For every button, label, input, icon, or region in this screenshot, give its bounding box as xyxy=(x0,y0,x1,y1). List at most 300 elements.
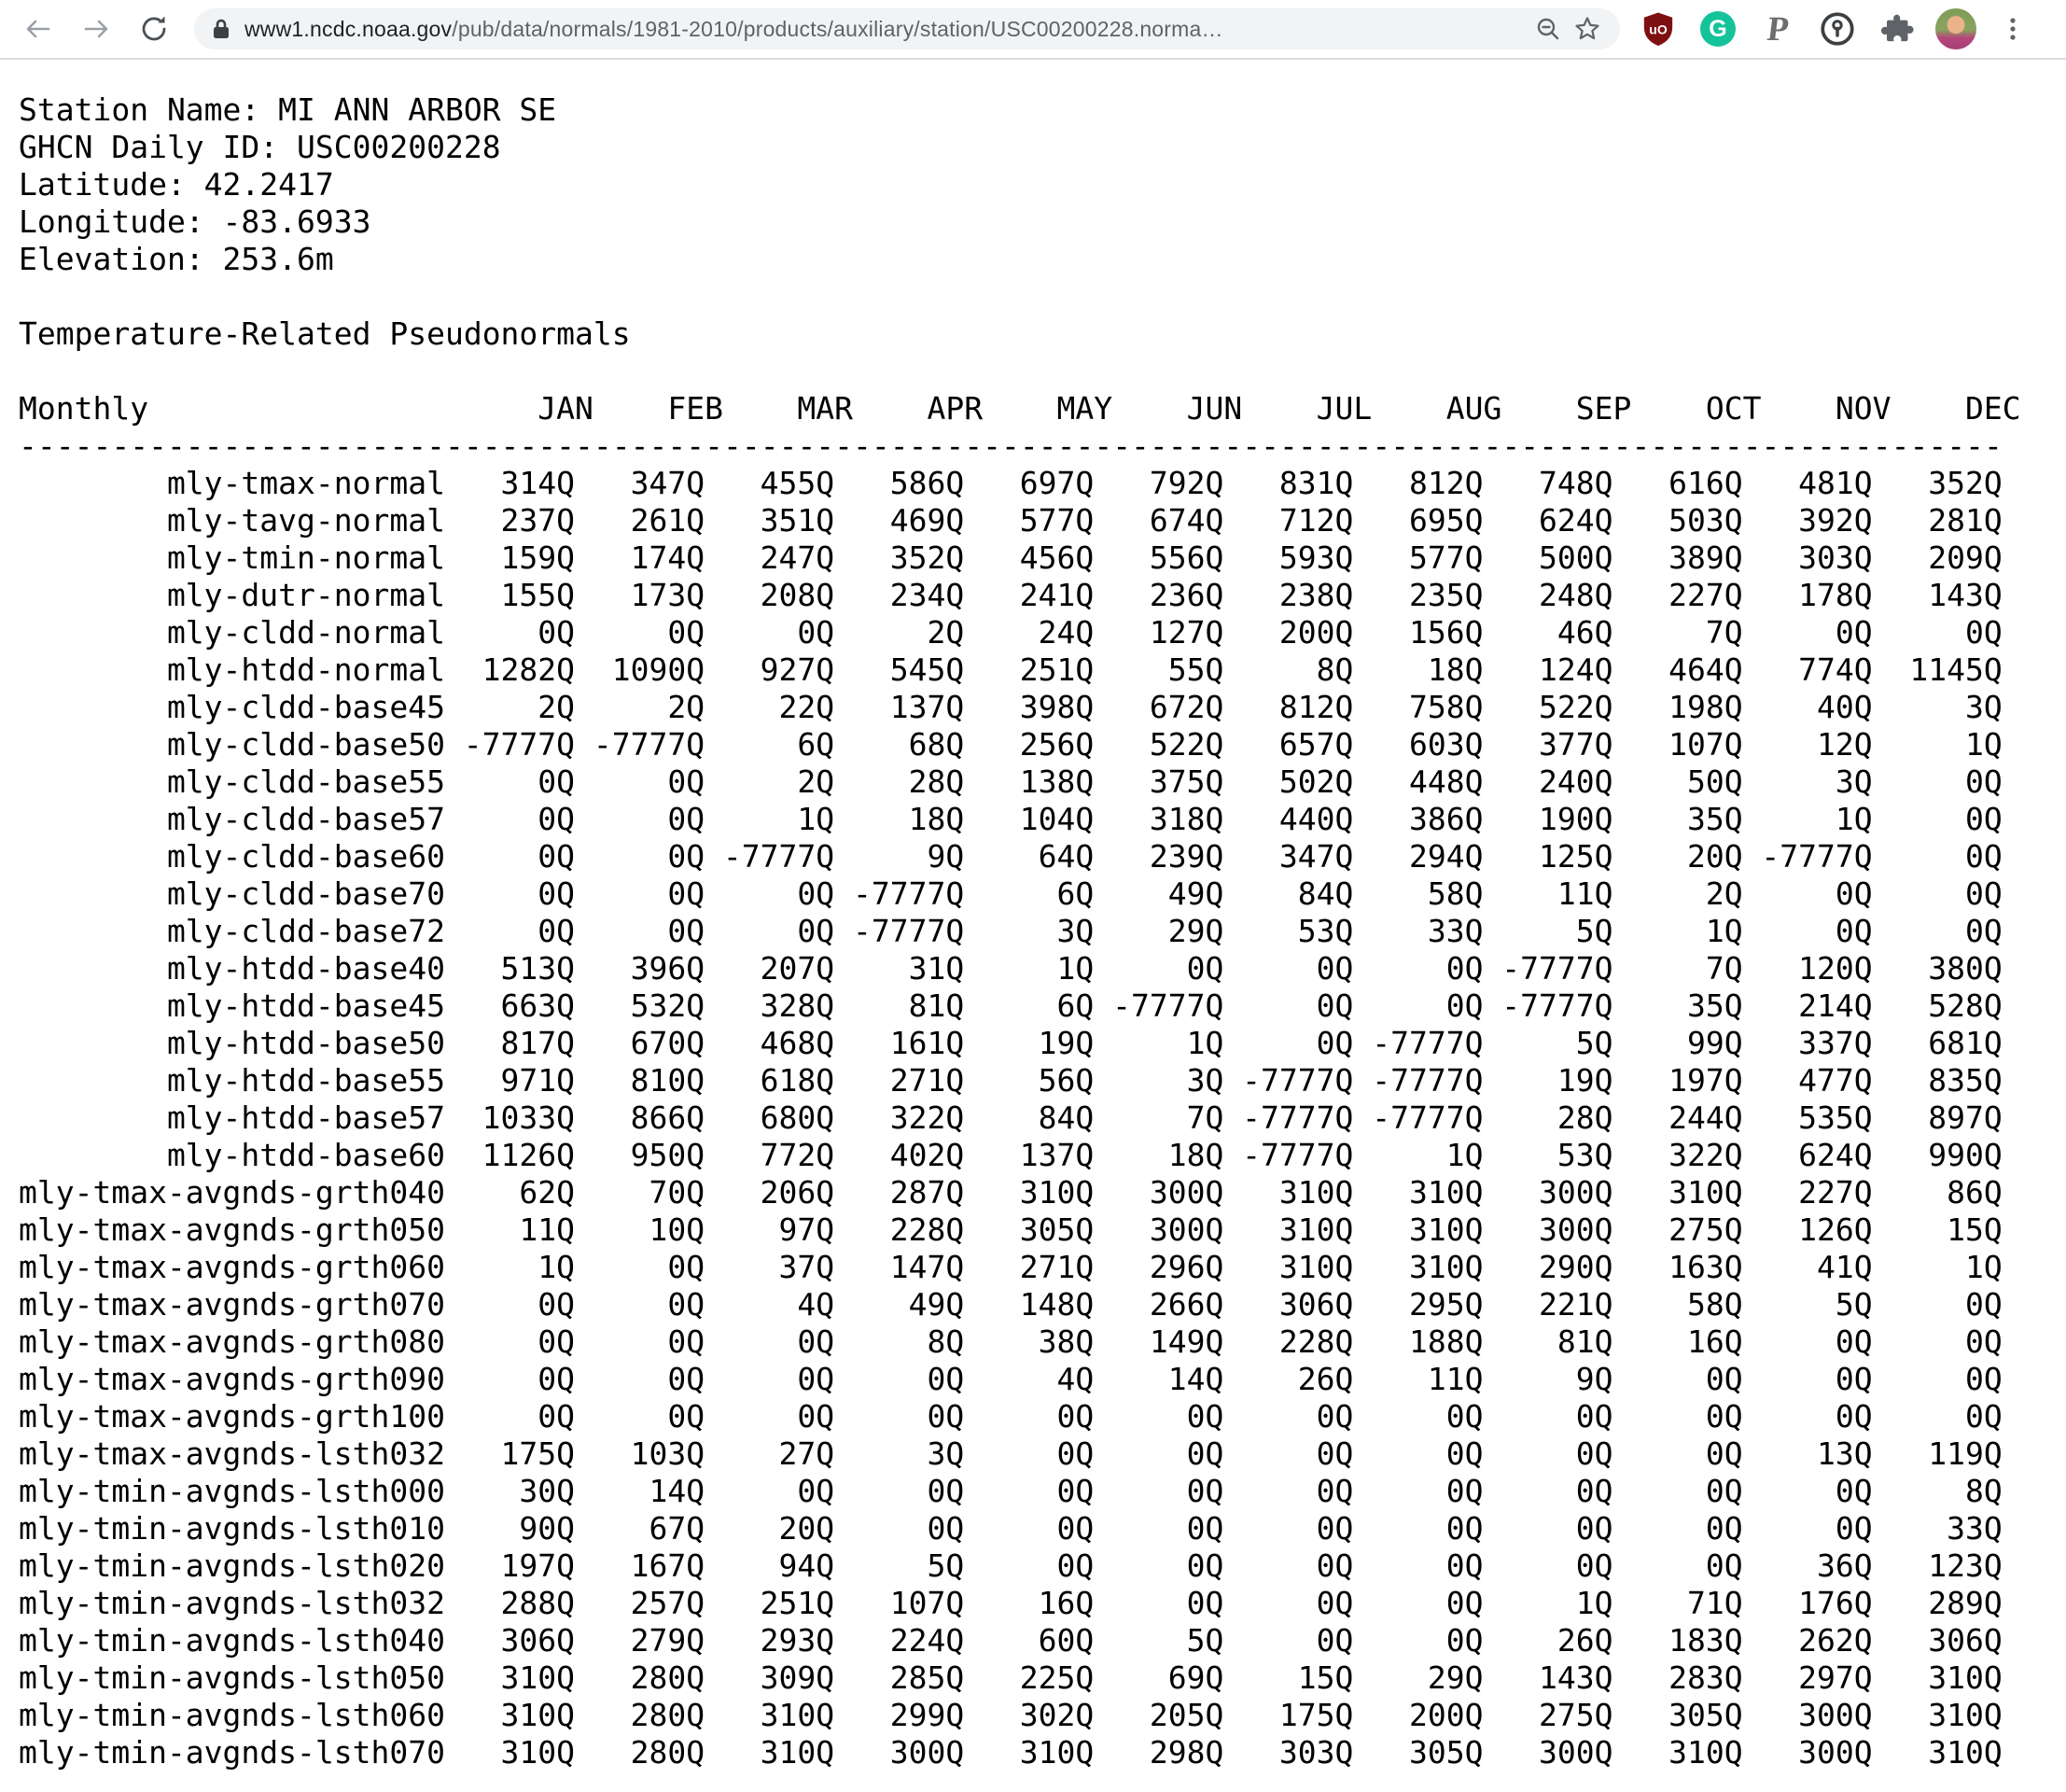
cell-value: 0Q xyxy=(667,1361,705,1397)
cell-value: 831Q xyxy=(1278,465,1354,501)
cell-value: 0Q xyxy=(1575,1473,1613,1509)
onepassword-extension-icon[interactable] xyxy=(1816,7,1859,50)
cell-value: 236Q xyxy=(1149,577,1224,613)
cell-value: 0Q xyxy=(1705,1435,1743,1472)
cell-value: 532Q xyxy=(630,987,705,1024)
cell-value: 774Q xyxy=(1798,651,1873,688)
row-label: mly-cldd-base50 xyxy=(166,726,445,763)
cell-value: 155Q xyxy=(500,577,576,613)
table-row xyxy=(19,987,2066,1025)
row-label: mly-tmin-avgnds-lsth050 xyxy=(19,1659,445,1696)
cell-value: 0Q xyxy=(667,1286,705,1323)
cell-value: 556Q xyxy=(1149,539,1224,576)
cell-value: 352Q xyxy=(889,539,965,576)
cell-value: 306Q xyxy=(1278,1286,1354,1323)
cell-value: 0Q xyxy=(1186,950,1224,987)
cell-value: 97Q xyxy=(778,1211,835,1248)
cell-value: 305Q xyxy=(1668,1697,1743,1733)
cell-value: 812Q xyxy=(1408,465,1484,501)
cell-value: 0Q xyxy=(1964,875,2003,912)
cell-value: 50Q xyxy=(1686,763,1743,800)
cell-value: 481Q xyxy=(1798,465,1873,501)
cell-value: 310Q xyxy=(1928,1697,2003,1733)
cell-value: 123Q xyxy=(1928,1547,2003,1584)
cell-value: 143Q xyxy=(1928,577,2003,613)
cell-value: 290Q xyxy=(1539,1249,1613,1285)
reload-button[interactable] xyxy=(125,7,183,51)
cell-value: 1Q xyxy=(1964,1249,2003,1285)
cell-value: 1Q xyxy=(1964,726,2003,763)
cell-value: 0Q xyxy=(1835,1473,1873,1509)
cell-value: 2Q xyxy=(927,614,965,651)
cell-value: 53Q xyxy=(1297,913,1354,949)
back-arrow-icon xyxy=(22,13,54,45)
cell-value: 237Q xyxy=(500,502,576,539)
zoom-out-icon[interactable] xyxy=(1529,9,1568,49)
cell-value: 0Q xyxy=(1445,1435,1484,1472)
cell-value: 0Q xyxy=(667,1323,705,1360)
cell-value: -7777Q xyxy=(463,726,576,763)
cell-value: 0Q xyxy=(1445,1585,1484,1621)
cell-value: 49Q xyxy=(1167,875,1224,912)
cell-value: 18Q xyxy=(908,801,965,837)
cell-value: 310Q xyxy=(1668,1174,1743,1211)
cell-value: 41Q xyxy=(1817,1249,1873,1285)
cell-value: 396Q xyxy=(630,950,705,987)
row-label: mly-tavg-normal xyxy=(166,502,445,539)
cell-value: 256Q xyxy=(1019,726,1095,763)
cell-value: 0Q xyxy=(537,838,576,875)
cell-value: 13Q xyxy=(1817,1435,1873,1472)
cell-value: 3Q xyxy=(1835,763,1873,800)
cell-value: 1145Q xyxy=(1909,651,2003,688)
cell-value: 535Q xyxy=(1798,1099,1873,1136)
cell-value: 577Q xyxy=(1019,502,1095,539)
cell-value: 817Q xyxy=(500,1025,576,1061)
table-row xyxy=(19,1286,2066,1323)
cell-value: 1090Q xyxy=(611,651,705,688)
cell-value: 0Q xyxy=(1316,1473,1354,1509)
cell-value: 7Q xyxy=(1186,1099,1224,1136)
cell-value: 279Q xyxy=(630,1622,705,1659)
cell-value: 16Q xyxy=(1038,1585,1095,1621)
cell-value: 300Q xyxy=(1539,1211,1613,1248)
cell-value: 469Q xyxy=(889,502,965,539)
row-label: mly-tmax-normal xyxy=(166,465,445,501)
cell-value: 351Q xyxy=(760,502,835,539)
cell-value: 163Q xyxy=(1668,1249,1743,1285)
cell-value: 2Q xyxy=(1705,875,1743,912)
row-label: mly-htdd-base40 xyxy=(166,950,445,987)
cell-value: 455Q xyxy=(760,465,835,501)
cell-value: 205Q xyxy=(1149,1697,1224,1733)
cell-value: 200Q xyxy=(1408,1697,1484,1733)
cell-value: 6Q xyxy=(1056,875,1095,912)
table-row xyxy=(19,1398,2066,1435)
cell-value: 197Q xyxy=(1668,1062,1743,1099)
cell-value: 5Q xyxy=(1575,1025,1613,1061)
cell-value: 300Q xyxy=(1149,1211,1224,1248)
cell-value: 577Q xyxy=(1408,539,1484,576)
table-row xyxy=(19,1323,2066,1361)
table-row xyxy=(19,1099,2066,1137)
back-button[interactable] xyxy=(9,7,67,51)
cell-value: 240Q xyxy=(1539,763,1613,800)
cell-value: 206Q xyxy=(760,1174,835,1211)
cell-value: 29Q xyxy=(1427,1659,1484,1696)
row-label: mly-tmax-avgnds-lsth032 xyxy=(19,1435,445,1472)
cell-value: 0Q xyxy=(1445,987,1484,1024)
cell-value: 55Q xyxy=(1167,651,1224,688)
cell-value: 18Q xyxy=(1167,1137,1224,1173)
blank-line xyxy=(19,278,2066,315)
month-header: SEP xyxy=(1575,390,1632,427)
cell-value: 897Q xyxy=(1928,1099,2003,1136)
cell-value: 380Q xyxy=(1928,950,2003,987)
cell-value: 0Q xyxy=(1964,801,2003,837)
table-row xyxy=(19,1697,2066,1734)
cell-value: 103Q xyxy=(630,1435,705,1472)
table-row xyxy=(19,502,2066,539)
section-title: Temperature-Related Pseudonormals xyxy=(19,315,631,352)
url-path: /pub/data/normals/1981-2010/products/auxiliary/station/USC00200228.norma… xyxy=(452,16,1223,41)
cell-value: 81Q xyxy=(908,987,965,1024)
cell-value: 167Q xyxy=(630,1547,705,1584)
month-header: NOV xyxy=(1835,390,1892,427)
cell-value: 69Q xyxy=(1167,1659,1224,1696)
cell-value: 126Q xyxy=(1798,1211,1873,1248)
cell-value: 12Q xyxy=(1817,726,1873,763)
cell-value: -7777Q xyxy=(1761,838,1873,875)
cell-value: 178Q xyxy=(1798,577,1873,613)
cell-value: 0Q xyxy=(1316,1025,1354,1061)
latitude-line: Latitude: 42.2417 xyxy=(19,166,334,203)
cell-value: 0Q xyxy=(1705,1398,1743,1435)
table-row xyxy=(19,577,2066,614)
cell-value: 0Q xyxy=(1056,1510,1095,1547)
row-label: mly-tmax-avgnds-grth080 xyxy=(19,1323,445,1360)
cell-value: 197Q xyxy=(500,1547,576,1584)
cell-value: 0Q xyxy=(537,614,576,651)
cell-value: 971Q xyxy=(500,1062,576,1099)
cell-value: 306Q xyxy=(500,1622,576,1659)
bookmark-star-icon[interactable] xyxy=(1568,9,1607,49)
cell-value: 0Q xyxy=(927,1473,965,1509)
cell-value: 81Q xyxy=(1556,1323,1613,1360)
cell-value: 0Q xyxy=(1835,1510,1873,1547)
cell-value: 0Q xyxy=(1835,1361,1873,1397)
cell-value: 15Q xyxy=(1947,1211,2003,1248)
cell-value: 7Q xyxy=(1705,614,1743,651)
cell-value: 522Q xyxy=(1539,689,1613,725)
text-file-content xyxy=(0,60,2066,1771)
ghcn-id-line: GHCN Daily ID: USC00200228 xyxy=(19,129,501,165)
row-label: mly-tmax-avgnds-grth090 xyxy=(19,1361,445,1397)
cell-value: 0Q xyxy=(1575,1510,1613,1547)
cell-value: 14Q xyxy=(1167,1361,1224,1397)
cell-value: 310Q xyxy=(1928,1734,2003,1771)
cell-value: 147Q xyxy=(889,1249,965,1285)
cell-value: 545Q xyxy=(889,651,965,688)
cell-value: 40Q xyxy=(1817,689,1873,725)
row-label: mly-tmax-avgnds-grth060 xyxy=(19,1249,445,1285)
cell-value: 0Q xyxy=(1705,1473,1743,1509)
ublock-extension-icon[interactable] xyxy=(1637,7,1680,50)
cell-value: 30Q xyxy=(519,1473,576,1509)
elevation-line: Elevation: 253.6m xyxy=(19,241,334,277)
cell-value: 0Q xyxy=(797,1398,835,1435)
row-label: mly-cldd-normal xyxy=(166,614,445,651)
cell-value: 266Q xyxy=(1149,1286,1224,1323)
cell-value: 0Q xyxy=(1316,1547,1354,1584)
cell-value: 0Q xyxy=(667,614,705,651)
cell-value: 0Q xyxy=(1186,1547,1224,1584)
cell-value: 681Q xyxy=(1928,1025,2003,1061)
cell-value: 148Q xyxy=(1019,1286,1095,1323)
cell-value: 0Q xyxy=(1056,1473,1095,1509)
longitude-line: Longitude: -83.6933 xyxy=(19,203,371,240)
cell-value: 310Q xyxy=(1408,1249,1484,1285)
cell-value: 990Q xyxy=(1928,1137,2003,1173)
cell-value: 314Q xyxy=(500,465,576,501)
cell-value: 810Q xyxy=(630,1062,705,1099)
cell-value: 9Q xyxy=(1575,1361,1613,1397)
cell-value: 271Q xyxy=(1019,1249,1095,1285)
cell-value: 0Q xyxy=(1186,1473,1224,1509)
cell-value: 306Q xyxy=(1928,1622,2003,1659)
cell-value: 1126Q xyxy=(482,1137,576,1173)
p-extension-icon[interactable] xyxy=(1756,7,1799,50)
cell-value: 502Q xyxy=(1278,763,1354,800)
cell-value: 310Q xyxy=(500,1659,576,1696)
cell-value: 0Q xyxy=(1575,1435,1613,1472)
cell-value: 227Q xyxy=(1668,577,1743,613)
month-header: MAY xyxy=(1056,390,1113,427)
row-label: mly-htdd-base57 xyxy=(166,1099,445,1136)
cell-value: 188Q xyxy=(1408,1323,1484,1360)
cell-value: 35Q xyxy=(1686,801,1743,837)
row-label: mly-cldd-base72 xyxy=(166,913,445,949)
cell-value: 3Q xyxy=(1964,689,2003,725)
table-row xyxy=(19,1211,2066,1249)
cell-value: 624Q xyxy=(1798,1137,1873,1173)
cell-value: -7777Q xyxy=(1372,1099,1484,1136)
cell-value: 28Q xyxy=(1556,1099,1613,1136)
cell-value: 19Q xyxy=(1556,1062,1613,1099)
table-row xyxy=(19,1435,2066,1473)
cell-value: 0Q xyxy=(1056,1435,1095,1472)
cell-value: 275Q xyxy=(1539,1697,1613,1733)
cell-value: 4Q xyxy=(797,1286,835,1323)
cell-value: 94Q xyxy=(778,1547,835,1584)
cell-value: 0Q xyxy=(537,801,576,837)
cell-value: 0Q xyxy=(1445,1510,1484,1547)
cell-value: 228Q xyxy=(889,1211,965,1248)
cell-value: 46Q xyxy=(1556,614,1613,651)
cell-value: 26Q xyxy=(1297,1361,1354,1397)
grammarly-extension-icon[interactable] xyxy=(1696,7,1739,50)
cell-value: 310Q xyxy=(1019,1734,1095,1771)
cell-value: 127Q xyxy=(1149,614,1224,651)
cell-value: -7777Q xyxy=(1112,987,1224,1024)
cell-value: 0Q xyxy=(1445,1622,1484,1659)
cell-value: 104Q xyxy=(1019,801,1095,837)
row-label: mly-htdd-base55 xyxy=(166,1062,445,1099)
cell-value: 1282Q xyxy=(482,651,576,688)
cell-value: 0Q xyxy=(1056,1547,1095,1584)
cell-value: 0Q xyxy=(1705,1361,1743,1397)
cell-value: 161Q xyxy=(889,1025,965,1061)
cell-value: 68Q xyxy=(908,726,965,763)
cell-value: 586Q xyxy=(889,465,965,501)
cell-value: 227Q xyxy=(1798,1174,1873,1211)
month-header: JUN xyxy=(1186,390,1243,427)
cell-value: 468Q xyxy=(760,1025,835,1061)
cell-value: 281Q xyxy=(1928,502,2003,539)
cell-value: 8Q xyxy=(927,1323,965,1360)
cell-value: 49Q xyxy=(908,1286,965,1323)
cell-value: 11Q xyxy=(1427,1361,1484,1397)
cell-value: 27Q xyxy=(778,1435,835,1472)
cell-value: -7777Q xyxy=(1372,1025,1484,1061)
cell-value: 0Q xyxy=(797,913,835,949)
row-label: mly-htdd-base45 xyxy=(166,987,445,1024)
cell-value: 0Q xyxy=(667,801,705,837)
cell-value: 748Q xyxy=(1539,465,1613,501)
blank-line xyxy=(19,353,2066,390)
cell-value: 84Q xyxy=(1297,875,1354,912)
cell-value: 99Q xyxy=(1686,1025,1743,1061)
months-header-row xyxy=(19,390,2066,427)
cell-value: 310Q xyxy=(1278,1174,1354,1211)
cell-value: 280Q xyxy=(630,1659,705,1696)
cell-value: 695Q xyxy=(1408,502,1484,539)
cell-value: 7Q xyxy=(1705,950,1743,987)
cell-value: 120Q xyxy=(1798,950,1873,987)
station-name-line: Station Name: MI ANN ARBOR SE xyxy=(19,91,557,128)
p-glyph: P xyxy=(1765,9,1791,49)
cell-value: 322Q xyxy=(889,1099,965,1136)
cell-value: 950Q xyxy=(630,1137,705,1173)
cell-value: 1Q xyxy=(1445,1137,1484,1173)
period-label: Monthly xyxy=(19,390,149,427)
cell-value: 124Q xyxy=(1539,651,1613,688)
table-row xyxy=(19,651,2066,689)
cell-value: 214Q xyxy=(1798,987,1873,1024)
table-row xyxy=(19,875,2066,913)
cell-value: 5Q xyxy=(1186,1622,1224,1659)
table-row xyxy=(19,1361,2066,1398)
lock-icon xyxy=(211,17,231,41)
cell-value: 0Q xyxy=(1964,763,2003,800)
cell-value: 310Q xyxy=(760,1697,835,1733)
cell-value: 0Q xyxy=(537,913,576,949)
cell-value: 0Q xyxy=(1186,1435,1224,1472)
cell-value: 0Q xyxy=(1056,1398,1095,1435)
cell-value: 0Q xyxy=(797,1323,835,1360)
row-label: mly-cldd-base70 xyxy=(166,875,445,912)
svg-text:uO: uO xyxy=(1649,21,1668,37)
cell-value: 386Q xyxy=(1408,801,1484,837)
cell-value: 5Q xyxy=(1835,1286,1873,1323)
cell-value: 0Q xyxy=(797,614,835,651)
cell-value: 618Q xyxy=(760,1062,835,1099)
cell-value: 377Q xyxy=(1539,726,1613,763)
extensions-puzzle-icon[interactable] xyxy=(1876,7,1919,50)
cell-value: 6Q xyxy=(1056,987,1095,1024)
cell-value: 0Q xyxy=(1575,1547,1613,1584)
cell-value: 0Q xyxy=(1186,1510,1224,1547)
cell-value: 8Q xyxy=(1316,651,1354,688)
cell-value: 300Q xyxy=(1798,1697,1873,1733)
row-label: mly-cldd-base45 xyxy=(166,689,445,725)
cell-value: -7777Q xyxy=(1242,1062,1354,1099)
cell-value: 0Q xyxy=(927,1510,965,1547)
table-row xyxy=(19,1659,2066,1697)
cell-value: 149Q xyxy=(1149,1323,1224,1360)
cell-value: 18Q xyxy=(1427,651,1484,688)
cell-value: 303Q xyxy=(1798,539,1873,576)
cell-value: 347Q xyxy=(630,465,705,501)
cell-value: 209Q xyxy=(1928,539,2003,576)
cell-value: 36Q xyxy=(1817,1547,1873,1584)
address-bar[interactable] xyxy=(194,8,1620,49)
month-header: APR xyxy=(927,390,984,427)
forward-button[interactable] xyxy=(67,7,125,51)
cell-value: 208Q xyxy=(760,577,835,613)
cell-value: -7777Q xyxy=(722,838,835,875)
row-label: mly-tmin-avgnds-lsth060 xyxy=(19,1697,445,1733)
cell-value: 119Q xyxy=(1928,1435,2003,1472)
cell-value: 137Q xyxy=(1019,1137,1095,1173)
cell-value: 522Q xyxy=(1149,726,1224,763)
cell-value: 375Q xyxy=(1149,763,1224,800)
profile-avatar[interactable] xyxy=(1935,8,1976,49)
row-label: mly-tmin-avgnds-lsth070 xyxy=(19,1734,445,1771)
cell-value: 60Q xyxy=(1038,1622,1095,1659)
cell-value: 58Q xyxy=(1427,875,1484,912)
cell-value: 0Q xyxy=(667,1249,705,1285)
cell-value: 0Q xyxy=(1186,1585,1224,1621)
separator-line: ----------------------------------------------------------------------------------------------------------- xyxy=(19,427,2003,464)
cell-value: 310Q xyxy=(1408,1174,1484,1211)
url-text[interactable] xyxy=(244,17,1529,42)
cell-value: 392Q xyxy=(1798,502,1873,539)
cell-value: 398Q xyxy=(1019,689,1095,725)
cell-value: 1033Q xyxy=(482,1099,576,1136)
cell-value: 1Q xyxy=(1575,1585,1613,1621)
cell-value: 310Q xyxy=(1668,1734,1743,1771)
cell-value: 175Q xyxy=(500,1435,576,1472)
cell-value: 0Q xyxy=(927,1398,965,1435)
cell-value: 0Q xyxy=(667,763,705,800)
url-host: www1.ncdc.noaa.gov xyxy=(244,16,453,41)
cell-value: 0Q xyxy=(797,1473,835,1509)
row-label: mly-tmax-avgnds-grth100 xyxy=(19,1398,445,1435)
cell-value: 0Q xyxy=(1316,1510,1354,1547)
cell-value: 0Q xyxy=(667,1398,705,1435)
cell-value: 310Q xyxy=(1928,1659,2003,1696)
cell-value: 293Q xyxy=(760,1622,835,1659)
row-label: mly-cldd-base57 xyxy=(166,801,445,837)
cell-value: 0Q xyxy=(797,875,835,912)
menu-dots-icon[interactable] xyxy=(1991,7,2034,50)
cell-value: 0Q xyxy=(537,1286,576,1323)
cell-value: 0Q xyxy=(537,1398,576,1435)
cell-value: 309Q xyxy=(760,1659,835,1696)
table-row xyxy=(19,614,2066,651)
cell-value: 20Q xyxy=(1686,838,1743,875)
